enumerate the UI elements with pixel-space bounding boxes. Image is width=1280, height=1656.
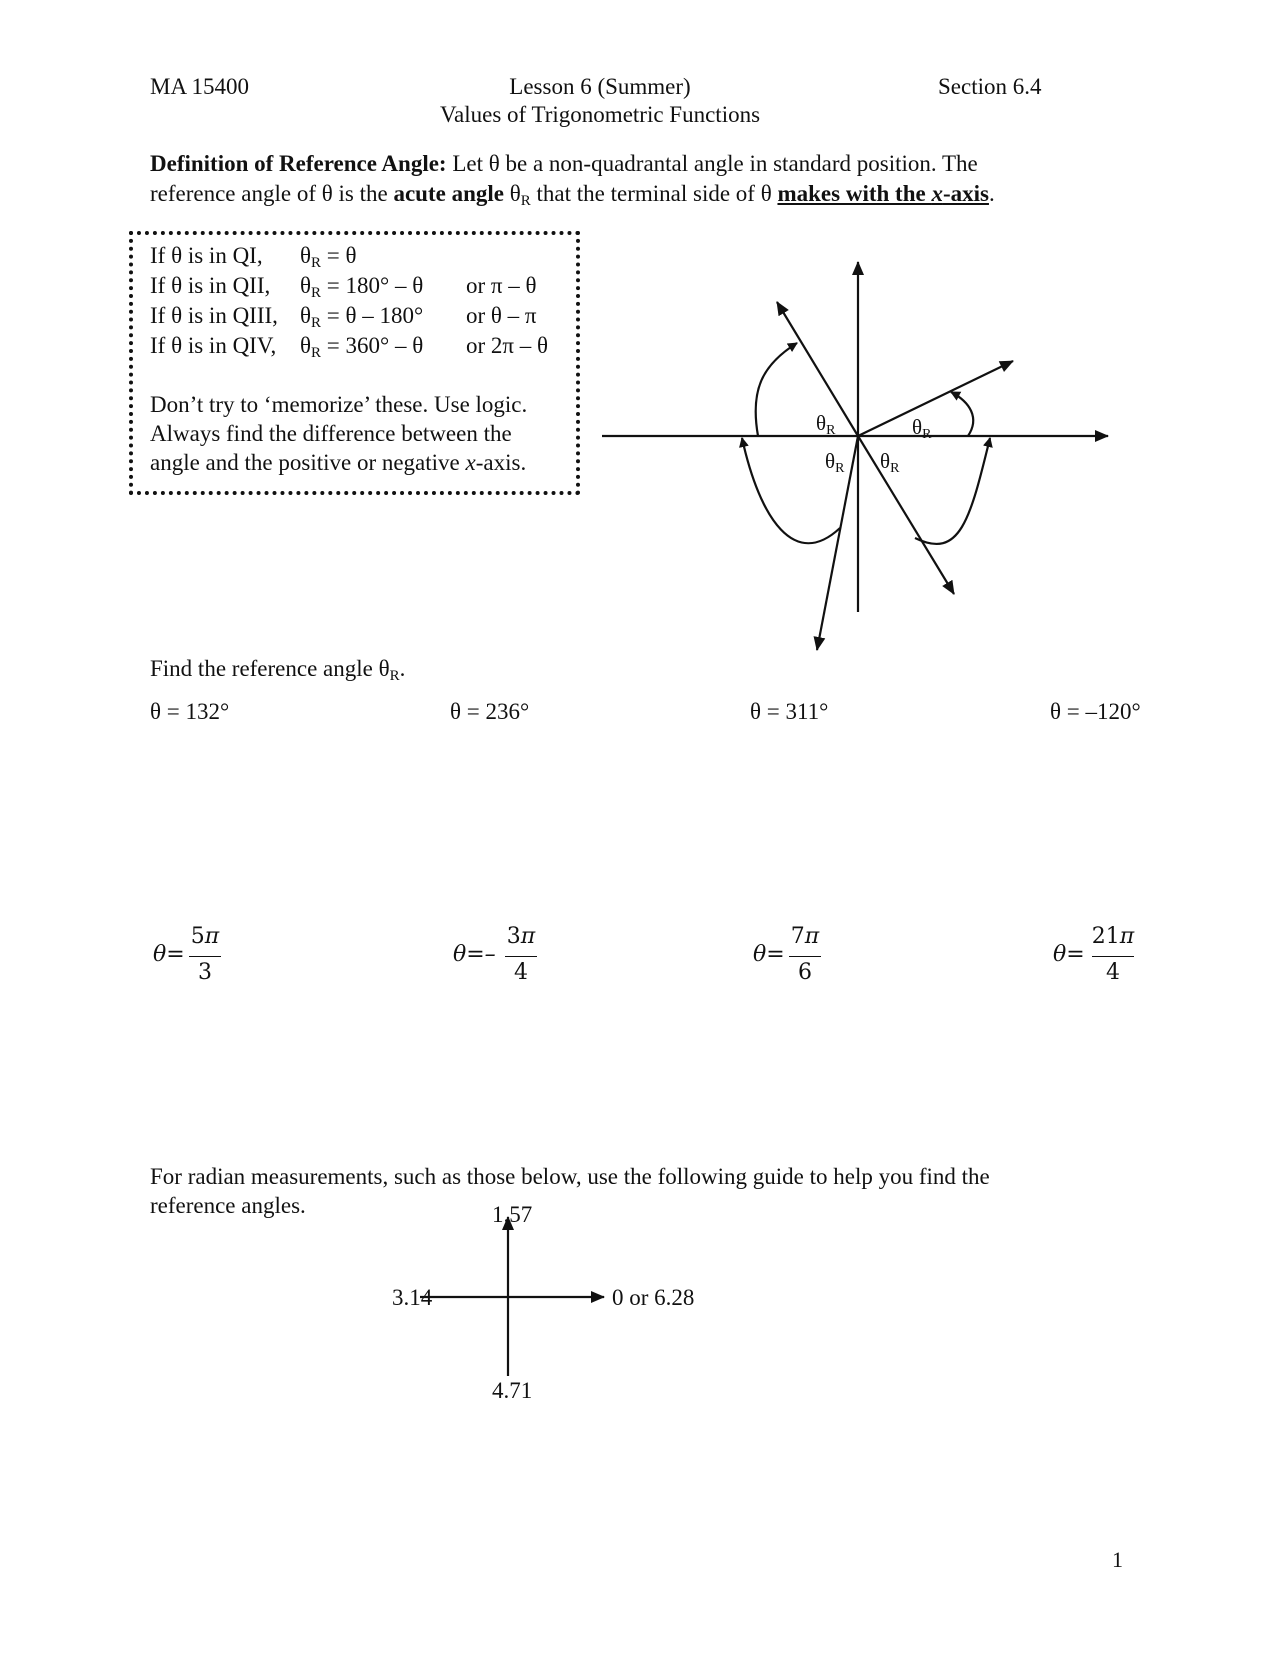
fraction-bar [189, 956, 221, 957]
guide-label-right: 0 or 6.28 [612, 1285, 695, 1310]
emphasis-x: x [931, 181, 943, 206]
rule-sub: R [311, 345, 322, 361]
rule-expression: = θ – 180° [321, 303, 424, 328]
topic-title: Values of Trigonometric Functions [439, 102, 761, 127]
radian-guide-line-1: For radian measurements, such as those below, use the following guide to help you find the [150, 1164, 990, 1189]
fraction-numerator: 5π [190, 924, 220, 949]
theta-symbol: θ [503, 181, 521, 206]
ray-q1 [858, 361, 1013, 436]
rule-theta: θ [300, 243, 312, 268]
acute-angle-term: acute angle [393, 181, 504, 206]
definition-text-1: Let θ be a non-quadrantal angle in standard position. The [452, 151, 978, 176]
fraction-numerator: 3π [506, 924, 536, 949]
emphasis-text-a: makes with the [777, 181, 932, 206]
fraction-bar [1092, 956, 1134, 957]
lesson-title: Lesson 6 (Summer) [509, 74, 691, 99]
fraction-lhs: θ= [153, 942, 185, 967]
rule-theta: θ [300, 273, 312, 298]
rule-alt-q2: or π – θ [466, 273, 537, 298]
rule-alt-q3: or θ – π [466, 303, 537, 328]
arc-q1 [951, 392, 973, 436]
guide-label-bottom: 4.71 [492, 1378, 533, 1403]
fraction-lhs: θ= [753, 942, 785, 967]
arc-q2 [756, 343, 797, 436]
fraction-lhs: θ= [1053, 942, 1085, 967]
course-number: MA 15400 [150, 74, 250, 99]
degree-problem-4: θ = –120° [1050, 699, 1141, 724]
guide-label-left: 3.14 [392, 1285, 433, 1310]
definition-text-2a: reference angle of θ is the [150, 181, 394, 206]
note-text: angle and the positive or negative [150, 450, 466, 475]
section-number: Section 6.4 [938, 74, 1042, 99]
rule-sub: R [311, 255, 322, 271]
definition-period: . [988, 181, 995, 206]
fraction-bar [789, 956, 821, 957]
guide-label-top: 1.57 [492, 1202, 533, 1227]
problem-prompt [150, 656, 405, 682]
degree-problem-1: θ = 132° [150, 699, 230, 724]
rule-expression: = θ [321, 243, 357, 268]
fraction-bar [505, 956, 537, 957]
fraction-numerator: 7π [790, 924, 820, 949]
definition-label: Definition of Reference Angle: [150, 151, 447, 176]
fraction-denominator: 3 [198, 960, 212, 985]
diagram-labels [816, 411, 932, 476]
arc-q4 [915, 438, 990, 544]
rule-theta: θ [300, 333, 312, 358]
emphasis-text-b: -axis [942, 181, 989, 206]
prompt-text: Find the reference angle θ [150, 656, 390, 681]
note-line-1: Don’t try to ‘memorize’ these. Use logic. [150, 392, 528, 417]
rule-expression: = 180° – θ [321, 273, 424, 298]
note-line-2: Always find the difference between the [150, 421, 512, 446]
degree-problem-3: θ = 311° [750, 699, 829, 724]
definition-text-2c: that the terminal side of θ [530, 181, 778, 206]
prompt-sub: R [389, 668, 400, 684]
rule-condition: If θ is in QIV, [150, 333, 277, 358]
label-theta-r-q2: θR [816, 411, 836, 438]
rule-condition: If θ is in QII, [150, 273, 271, 298]
theta-subscript: R [520, 193, 531, 209]
note-x: x [465, 450, 476, 475]
ray-q4 [858, 436, 954, 594]
page-number: 1 [1112, 1547, 1123, 1572]
rule-sub: R [311, 285, 322, 301]
fraction-denominator: 4 [1106, 960, 1120, 985]
note-text-end: -axis. [475, 450, 527, 475]
fraction-denominator: 4 [514, 960, 528, 985]
prompt-end: . [399, 656, 406, 681]
fraction-numerator: 21π [1091, 924, 1135, 949]
degree-problem-2: θ = 236° [450, 699, 530, 724]
rule-theta: θ [300, 303, 312, 328]
fraction-lhs: θ=– [453, 942, 496, 967]
rule-condition: If θ is in QI, [150, 243, 263, 268]
rule-sub: R [311, 315, 322, 331]
rule-condition: If θ is in QIII, [150, 303, 278, 328]
label-theta-r-q3: θR [825, 449, 845, 476]
label-theta-r-q1: θR [912, 415, 932, 442]
fraction-denominator: 6 [798, 960, 812, 985]
rule-expression: = 360° – θ [321, 333, 424, 358]
radian-guide-line-2: reference angles. [150, 1193, 306, 1218]
label-theta-r-q4: θR [880, 449, 900, 476]
rule-alt-q4: or 2π – θ [466, 333, 549, 358]
